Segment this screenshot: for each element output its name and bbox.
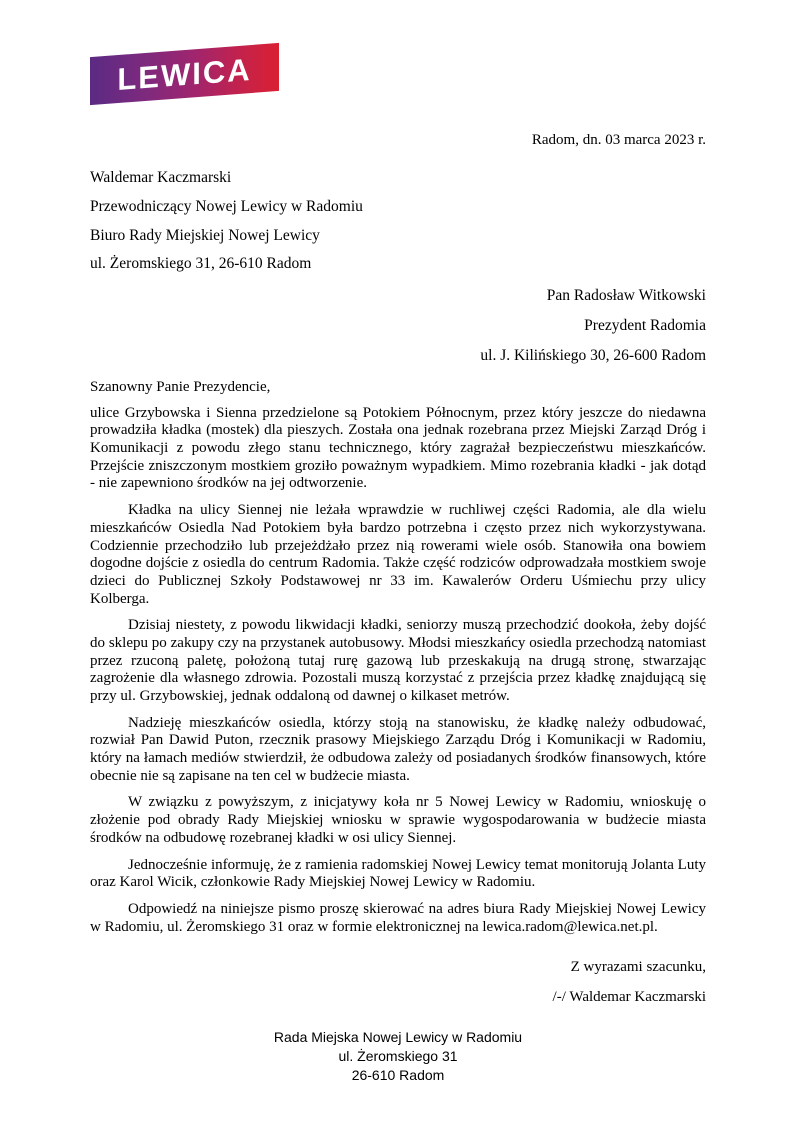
logo-row [90,44,706,116]
body-paragraph-1: ulice Grzybowska i Sienna przedzielone są Potokiem Północnym, przez który jeszcze do niedawna prowadziła kładka (mostek) dla pieszych. Została ona jednak rozebrana przez Miejski Zarząd Dróg i Komunikacji z powodu złego stanu technicznego, który zagrażał bezpieczeństwu mieszkańców. Przejście zniszczonym mostkiem groziło poważnym wypadkiem. Mimo rozebrania kładki - jak dotąd - nie zapewniono środków na jej odtworzenie. [90,404,706,492]
closing-signature: /-/ Waldemar Kaczmarski [552,989,706,1006]
date-line: Radom, dn. 03 marca 2023 r. [531,132,706,148]
closing-regards: Z wyrazami szacunku, [570,959,706,976]
footer-organization: Rada Miejska Nowej Lewicy w Radomiu [273,1029,523,1046]
sender-address: ul. Żeromskiego 31, 26-610 Radom [90,255,312,273]
body-paragraph-3: Dzisiaj niestety, z powodu likwidacji kładki, seniorzy muszą przechodzić dookoła, żeby dojść do sklepu po zakupy czy na przystanek autobusowy. Młodsi mieszkańcy osiedla przechodzą natomiast przez rzuconą paletę, położoną tutaj rurę gazową lub przeskakują na drugą stronę, stwarzając zagrożenie dla własnego zdrowia. Pozostali muszą korzystać z przejścia przez kładkę znajdującą się przy ul. Grzybowskiej, jednak oddaloną od dawnej o kilkaset metrów. [90,617,706,704]
closing-block [90,958,706,1006]
footer-street: ul. Żeromskiego 31 [338,1048,458,1065]
sender-block [90,169,706,273]
recipient-block [90,287,706,364]
body-paragraph-7: Odpowiedź na niniejsze pismo proszę skierować na adres biura Rady Miejskiej Nowej Lewicy w Radomiu, ul. Żeromskiego 31 oraz w formie elektronicznej na lewica.radom@lewica.net.pl. [90,900,706,935]
body-paragraph-4: Nadzieję mieszkańców osiedla, którzy stoją na stanowisku, że kładkę należy odbudować, rozwiał Pan Dawid Puton, rzecznik prasowy Miejskiego Zarządu Dróg i Komunikacji w Radomiu, który na łamach mediów stwierdził, że odbudowa zależy od posiadanych środków finansowych, które obecnie nie są zapisane na ten cel w budżecie miasta. [90,714,706,784]
recipient-name: Pan Radosław Witkowski [546,287,706,305]
sender-name: Waldemar Kaczmarski [90,169,232,186]
body-paragraph-5: W związku z powyższym, z inicjatywy koła nr 5 Nowej Lewicy w Radomiu, wnioskuję o złożenie pod obrady Rady Miejskiej wniosku w sprawie wygospodarowania w budżecie miasta środków na odbudowę rozebranej kładki w osi ulicy Siennej. [90,794,706,846]
footer-block [90,1028,706,1085]
lewica-logo-text: LEWICA [117,51,252,97]
body-paragraph-6: Jednocześnie informuję, że z ramienia radomskiej Nowej Lewicy temat monitorują Jolanta Luty oraz Karol Wicik, członkowie Rady Miejskiej Nowej Lewicy w Radomiu. [90,856,706,891]
recipient-address: ul. J. Kilińskiego 30, 26-600 Radom [480,346,706,364]
sender-title: Przewodniczący Nowej Lewicy w Radomiu [90,197,363,215]
body-paragraph-2: Kładka na ulicy Siennej nie leżała wprawdzie w ruchliwej części Radomia, ale dla wielu mieszkańców Osiedla Nad Potokiem była bardzo potrzebna i często przez nich wykorzystywana. Codziennie przechodziło lub przejeżdżało przez nią rowerami wiele osób. Stanowiła ona bowiem dogodne dojście z osiedla do centrum Radomia. Także część rodziców odprowadzała mostkiem swoje dzieci do Publicznej Szkoły Podstawowej nr 33 im. Kawalerów Orderu Uśmiechu przy ulicy Kolberga. [90,502,706,607]
lewica-logo [90,43,279,105]
footer-city: 26-610 Radom [351,1067,445,1084]
recipient-title: Prezydent Radomia [584,317,706,335]
salutation: Szanowny Panie Prezydencie, [90,378,271,395]
sender-office: Biuro Rady Miejskiej Nowej Lewicy [90,226,320,244]
